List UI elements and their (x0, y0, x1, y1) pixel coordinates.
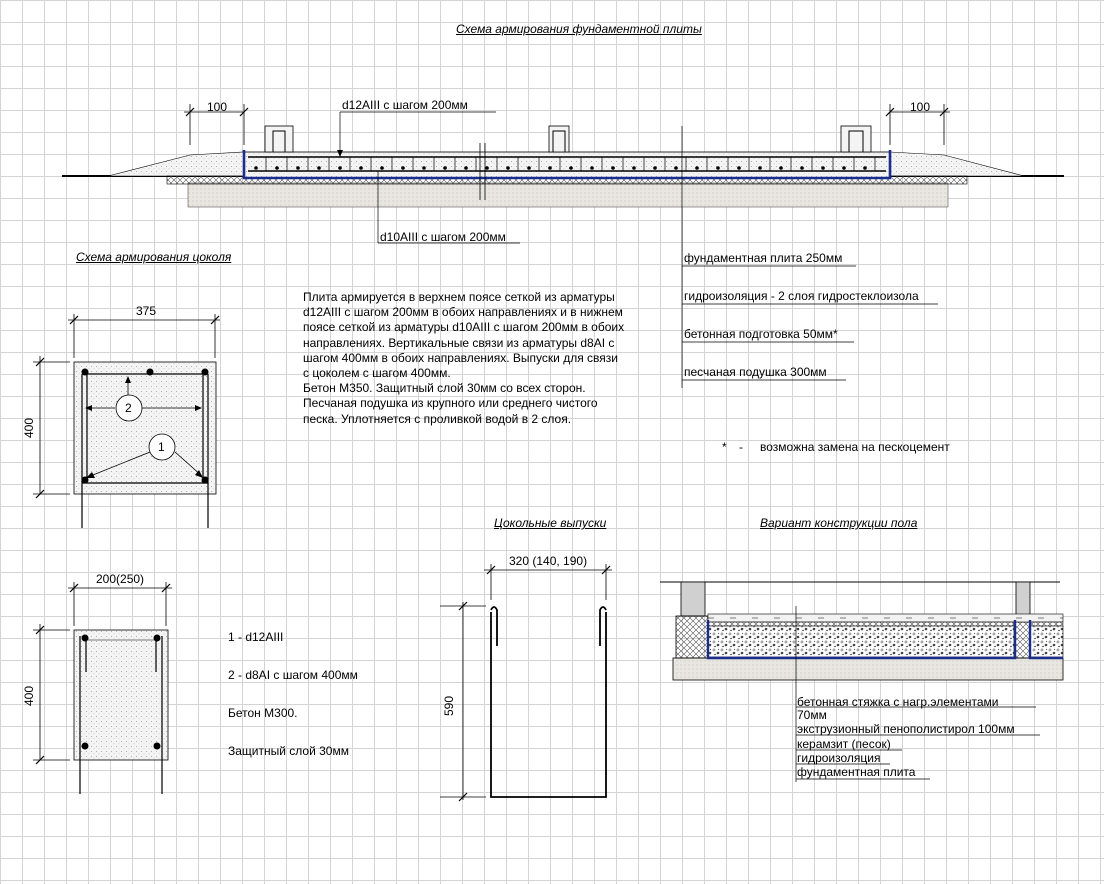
description-line: направлениях. Вертикальные связи из арматуры d8AI с (303, 335, 615, 350)
rebar-dot (275, 166, 279, 170)
rebar-dot (590, 166, 594, 170)
dim-right-100: 100 (910, 100, 931, 114)
rebar-dot (359, 166, 363, 170)
rebar-dot (863, 166, 867, 170)
plinth-section-small (33, 582, 172, 794)
floor-layer-screed: бетонная стяжка с нагр.элементами (797, 695, 999, 709)
plinth-section-large (33, 314, 220, 528)
rebar-dot (464, 166, 468, 170)
callout-2: 2 (125, 401, 132, 415)
rebar-dot (254, 166, 258, 170)
legend-item-2: 2 - d8AI с шагом 400мм (228, 668, 358, 682)
rebar-dot (674, 166, 678, 170)
description-text (303, 290, 624, 427)
dim-small-width: 200(250) (96, 572, 145, 586)
rebar-dot (758, 166, 762, 170)
floor-layer-eps: экструзионный пенополистирол 100мм (797, 722, 1015, 736)
rebar-dot (695, 166, 699, 170)
footnote-dash: - (739, 440, 743, 454)
bottom-rebar-label: d10AIII с шагом 200мм (380, 230, 506, 244)
description-line: поясе сеткой из арматуры d10AIII с шагом 200мм в обоих (303, 320, 625, 335)
description-line: Бетон М350. Защитный слой 30мм со всех сторон. (303, 381, 586, 396)
legend-cover: Защитный слой 30мм (228, 744, 349, 758)
description-line: Плита армируется в верхнем поясе сеткой из арматуры (303, 290, 615, 304)
layer-waterproofing: гидроизоляция - 2 слоя гидростеклоизола (684, 289, 919, 303)
rebar-dot (317, 166, 321, 170)
dim-plinth-width: 375 (136, 304, 157, 318)
rebar-dot (611, 166, 615, 170)
rebar-dot (422, 166, 426, 170)
outlet-u-bar (440, 564, 612, 801)
floor-layer-screed-thickness: 70мм (797, 708, 827, 722)
rebar-dot (527, 166, 531, 170)
rebar-dot (737, 166, 741, 170)
callout-1: 1 (158, 440, 165, 454)
slab-title: Схема армирования фундаментной плиты (456, 22, 702, 36)
floor-layer-waterproofing: гидроизоляция (797, 751, 881, 765)
dim-outlet-height: 590 (442, 695, 456, 716)
rebar-dot (653, 166, 657, 170)
rebar-dot (485, 166, 489, 170)
rebar-dot (800, 166, 804, 170)
description-line: d12AIII с шагом 200мм в обоих направлениях и в нижнем (303, 305, 623, 320)
rebar-dot (716, 166, 720, 170)
dim-outlet-width: 320 (140, 190) (509, 554, 588, 568)
rebar-dot (338, 166, 342, 170)
rebar-dot (821, 166, 825, 170)
floor-layer-claydite: керамзит (песок) (797, 737, 891, 751)
rebar-dot (842, 166, 846, 170)
floor-layer-slab: фундаментная плита (797, 765, 916, 779)
dim-plinth-height: 400 (22, 417, 36, 438)
rebar-dot (569, 166, 573, 170)
layer-concrete-prep: бетонная подготовка 50мм* (684, 327, 838, 341)
footnote-text: возможна замена на пескоцемент (760, 440, 950, 454)
rebar-dot (443, 166, 447, 170)
dim-left-100: 100 (207, 100, 228, 114)
description-line: песка. Уплотняется с проливкой водой в 2 слоя. (303, 411, 572, 426)
floor-title: Вариант конструкции пола (760, 516, 918, 530)
plinth-title: Схема армирования цоколя (76, 250, 232, 264)
legend-concrete: Бетон М300. (228, 706, 298, 720)
rebar-dot (779, 166, 783, 170)
footnote-mark: * (722, 440, 727, 454)
description-line: Песчаная подушка из крупного или среднего чистого (303, 396, 598, 411)
dim-small-height: 400 (22, 685, 36, 706)
description-line: с цоколем с шагом 400мм. (303, 366, 451, 381)
rebar-dot (380, 166, 384, 170)
rebar-dot (632, 166, 636, 170)
description-line: шагом 400мм в обоих направлениях. Выпуски для связи (303, 350, 618, 365)
layer-slab: фундаментная плита 250мм (684, 251, 843, 265)
outlets-title: Цокольные выпуски (494, 516, 607, 530)
rebar-dot (401, 166, 405, 170)
rebar-dot (506, 166, 510, 170)
rebar-dot (296, 166, 300, 170)
rebar-dot (548, 166, 552, 170)
top-rebar-label: d12AIII с шагом 200мм (342, 98, 468, 112)
legend-item-1: 1 - d12AIII (228, 630, 284, 644)
layer-sand-cushion: песчаная подушка 300мм (684, 365, 827, 379)
